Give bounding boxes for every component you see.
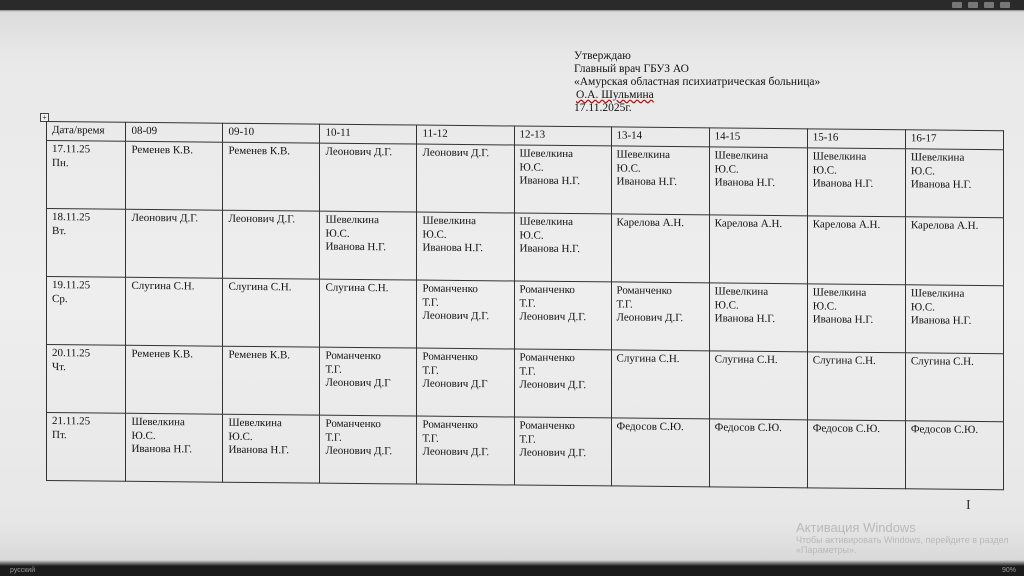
date-cell[interactable] bbox=[47, 141, 126, 210]
schedule-cell[interactable] bbox=[905, 149, 1003, 218]
window-top-bar bbox=[0, 0, 1024, 10]
staff-name: Шевелкина bbox=[714, 285, 769, 298]
zoom-level[interactable]: 90% bbox=[1001, 567, 1016, 574]
staff-name: Т.Г. bbox=[519, 297, 536, 310]
table-row bbox=[47, 209, 1004, 286]
windows-activation-watermark bbox=[796, 520, 1024, 555]
staff-name: Романченко bbox=[519, 351, 575, 365]
date-text: 17.11.25 bbox=[52, 143, 91, 156]
staff-name: Ю.С. bbox=[228, 430, 253, 443]
schedule-cell[interactable] bbox=[223, 278, 320, 347]
staff-name: Шевелкина bbox=[812, 150, 867, 163]
staff-name: Леонович Д.Г. bbox=[616, 311, 684, 325]
staff-name: Шевелкина bbox=[228, 416, 282, 430]
column-header[interactable]: 12-13 bbox=[514, 126, 611, 146]
date-cell[interactable] bbox=[47, 277, 126, 346]
schedule-cell[interactable] bbox=[709, 351, 807, 420]
schedule-cell[interactable] bbox=[223, 414, 320, 483]
staff-name: Иванова Н.Г. bbox=[519, 174, 581, 188]
staff-name: Иванова Н.Г. bbox=[714, 176, 776, 189]
column-header[interactable]: 16-17 bbox=[905, 130, 1003, 150]
staff-name: Шевелкина bbox=[616, 148, 670, 161]
schedule-cell[interactable] bbox=[320, 347, 417, 416]
table-row bbox=[47, 345, 1004, 422]
schedule-cell[interactable] bbox=[611, 418, 709, 487]
staff-name: Ю.С. bbox=[519, 229, 544, 242]
staff-name: Ю.С. bbox=[910, 164, 935, 178]
staff-name: Т.Г. bbox=[422, 296, 439, 309]
staff-name: Шевелкина bbox=[910, 151, 965, 164]
schedule-cell[interactable] bbox=[417, 348, 514, 417]
staff-name: Шевелкина bbox=[812, 286, 867, 299]
approval-header bbox=[574, 50, 820, 115]
schedule-cell[interactable] bbox=[905, 353, 1003, 422]
schedule-cell[interactable] bbox=[611, 282, 709, 351]
schedule-cell[interactable] bbox=[905, 285, 1003, 354]
schedule-cell[interactable] bbox=[514, 417, 611, 486]
staff-name: Шевелкина bbox=[910, 287, 965, 300]
column-header[interactable]: 08-09 bbox=[126, 122, 223, 142]
schedule-cell[interactable] bbox=[807, 284, 905, 353]
staff-name: Леонович Д.Г bbox=[325, 376, 391, 390]
staff-name: Романченко bbox=[422, 418, 478, 432]
control-icon[interactable] bbox=[952, 2, 962, 8]
staff-name: Иванова Н.Г. bbox=[228, 443, 289, 457]
staff-name: Ременев К.В. bbox=[131, 143, 194, 157]
schedule-cell[interactable] bbox=[126, 413, 223, 482]
date-text: 18.11.25 bbox=[52, 211, 91, 224]
staff-name: Леонович Д.Г. bbox=[422, 309, 490, 323]
staff-name: Ременев К.В. bbox=[131, 347, 194, 361]
staff-name: Иванова Н.Г. bbox=[131, 442, 192, 456]
schedule-cell[interactable] bbox=[223, 142, 320, 211]
schedule-cell[interactable] bbox=[611, 146, 709, 215]
approval-line: Утверждаю bbox=[574, 50, 631, 62]
watermark-subtitle: Чтобы активировать Windows, перейдите в раздел «Параметры». bbox=[796, 535, 1009, 555]
schedule-cell[interactable] bbox=[320, 211, 417, 280]
staff-name: Романченко bbox=[616, 284, 672, 298]
staff-name: Шевелкина bbox=[519, 147, 573, 161]
staff-name: Карелова А.Н. bbox=[616, 216, 685, 230]
staff-name: Леонович Д.Г. bbox=[325, 444, 393, 458]
schedule-cell[interactable] bbox=[417, 416, 514, 485]
watermark-title: Активация Windows bbox=[796, 520, 916, 535]
staff-name: Ременев К.В. bbox=[228, 144, 291, 158]
language-indicator[interactable]: русский bbox=[10, 567, 36, 574]
weekday-text: Чт. bbox=[52, 360, 66, 373]
staff-name: Федосов С.Ю. bbox=[910, 423, 979, 436]
staff-name: Ю.С. bbox=[714, 162, 739, 176]
staff-name: Леонович Д.Г. bbox=[131, 211, 199, 225]
schedule-cell[interactable] bbox=[709, 283, 807, 352]
staff-name: Шевелкина bbox=[325, 213, 379, 227]
schedule-cell[interactable] bbox=[514, 213, 611, 282]
schedule-table[interactable] bbox=[46, 121, 1004, 490]
staff-name: Леонович Д.Г. bbox=[325, 145, 393, 159]
staff-name: Шевелкина bbox=[131, 415, 185, 429]
schedule-cell[interactable] bbox=[611, 350, 709, 419]
staff-name: Т.Г. bbox=[519, 433, 536, 446]
signatory-line bbox=[574, 89, 820, 102]
staff-name: Т.Г. bbox=[325, 431, 342, 444]
signatory-name: О.А. Шульмина bbox=[576, 89, 654, 101]
staff-name: Слугина С.Н. bbox=[812, 354, 876, 367]
staff-name: Т.Г. bbox=[422, 364, 439, 377]
table-move-handle-icon[interactable]: + bbox=[40, 113, 49, 122]
staff-name: Слугина С.Н. bbox=[131, 279, 195, 293]
weekday-text: Ср. bbox=[52, 292, 68, 305]
schedule-cell[interactable] bbox=[126, 345, 223, 414]
staff-name: Ю.С. bbox=[422, 228, 447, 241]
staff-name: Леонович Д.Г. bbox=[422, 146, 490, 160]
date-text: 20.11.25 bbox=[52, 347, 91, 360]
schedule-cell[interactable] bbox=[807, 148, 905, 217]
schedule-cell[interactable] bbox=[320, 279, 417, 348]
control-icon[interactable] bbox=[968, 2, 978, 8]
schedule-cell[interactable] bbox=[223, 346, 320, 415]
staff-name: Карелова А.Н. bbox=[714, 217, 783, 231]
staff-name: Слугина С.Н. bbox=[616, 352, 680, 366]
weekday-text: Пн. bbox=[52, 156, 69, 169]
schedule-cell[interactable] bbox=[126, 277, 223, 346]
schedule-cell[interactable] bbox=[807, 420, 905, 489]
staff-name: Слугина С.Н. bbox=[714, 353, 778, 367]
schedule-cell[interactable] bbox=[611, 214, 709, 283]
staff-name: Иванова Н.Г. bbox=[812, 177, 874, 190]
date-text: 19.11.25 bbox=[52, 279, 91, 292]
staff-name: Слугина С.Н. bbox=[910, 355, 974, 368]
staff-name: Иванова Н.Г. bbox=[812, 313, 874, 326]
weekday-text: Вт. bbox=[52, 224, 67, 237]
column-header[interactable]: 10-11 bbox=[320, 124, 417, 144]
window-controls[interactable] bbox=[952, 0, 1010, 10]
table-row bbox=[47, 277, 1004, 354]
position-line: Главный врач ГБУЗ АО bbox=[574, 63, 689, 75]
staff-name: Ременев К.В. bbox=[228, 348, 291, 362]
staff-name: Ю.С. bbox=[325, 227, 350, 240]
staff-name: Шевелкина bbox=[422, 214, 476, 228]
schedule-cell[interactable] bbox=[514, 349, 611, 418]
staff-name: Иванова Н.Г. bbox=[422, 241, 483, 255]
staff-name: Иванова Н.Г. bbox=[910, 314, 972, 327]
schedule-cell[interactable] bbox=[514, 145, 611, 214]
staff-name: Романченко bbox=[422, 282, 478, 296]
approval-date: 17.11.2025г. bbox=[574, 102, 632, 114]
schedule-cell[interactable] bbox=[807, 352, 905, 421]
staff-name: Романченко bbox=[325, 349, 381, 363]
schedule-cell[interactable] bbox=[807, 216, 905, 285]
schedule-cell[interactable] bbox=[709, 419, 807, 488]
staff-name: Т.Г. bbox=[519, 365, 536, 378]
staff-name: Иванова Н.Г. bbox=[519, 242, 581, 256]
staff-name: Леонович Д.Г. bbox=[228, 212, 296, 226]
schedule-cell[interactable] bbox=[320, 143, 417, 212]
staff-name: Романченко bbox=[325, 417, 381, 431]
text-cursor-icon: I bbox=[966, 498, 971, 513]
staff-name: Иванова Н.Г. bbox=[325, 240, 386, 254]
staff-name: Федосов С.Ю. bbox=[616, 420, 684, 434]
control-icon[interactable] bbox=[1000, 2, 1010, 8]
schedule-cell[interactable] bbox=[126, 209, 223, 278]
schedule-cell[interactable] bbox=[905, 217, 1003, 286]
schedule-cell[interactable] bbox=[709, 215, 807, 284]
staff-name: Т.Г. bbox=[325, 363, 342, 376]
staff-name: Романченко bbox=[422, 350, 478, 364]
schedule-cell[interactable] bbox=[223, 210, 320, 279]
status-bar bbox=[0, 566, 1024, 576]
schedule-cell[interactable] bbox=[417, 280, 514, 349]
control-icon[interactable] bbox=[984, 2, 994, 8]
staff-name: Т.Г. bbox=[422, 432, 439, 445]
column-header[interactable]: Дата/время bbox=[47, 122, 126, 142]
table-row bbox=[47, 413, 1004, 490]
column-header[interactable]: 09-10 bbox=[223, 123, 320, 143]
staff-name: Слугина С.Н. bbox=[325, 281, 389, 295]
date-cell[interactable] bbox=[47, 413, 126, 482]
staff-name: Ю.С. bbox=[812, 299, 837, 313]
column-header[interactable]: 15-16 bbox=[807, 129, 905, 149]
date-cell[interactable] bbox=[47, 345, 126, 414]
staff-name: Т.Г. bbox=[616, 297, 633, 311]
date-cell[interactable] bbox=[47, 209, 126, 278]
column-header[interactable]: 14-15 bbox=[709, 128, 807, 148]
staff-name: Федосов С.Ю. bbox=[714, 421, 782, 435]
staff-name: Леонович Д.Г. bbox=[519, 310, 587, 324]
staff-name: Леонович Д.Г. bbox=[519, 378, 587, 392]
staff-name: Шевелкина bbox=[519, 215, 573, 229]
schedule-cell[interactable] bbox=[905, 421, 1003, 490]
weekday-text: Пт. bbox=[52, 428, 67, 441]
staff-name: Леонович Д.Г. bbox=[422, 445, 490, 459]
staff-name: Федосов С.Ю. bbox=[812, 422, 881, 436]
staff-name: Ю.С. bbox=[131, 429, 156, 442]
column-header[interactable]: 13-14 bbox=[611, 127, 709, 147]
staff-name: Слугина С.Н. bbox=[228, 280, 292, 294]
organization-line: «Амурская областная психиатрическая больница» bbox=[574, 76, 821, 88]
schedule-cell[interactable] bbox=[514, 281, 611, 350]
staff-name: Иванова Н.Г. bbox=[910, 178, 972, 191]
staff-name: Ю.С. bbox=[714, 298, 739, 312]
staff-name: Романченко bbox=[519, 283, 575, 297]
staff-name: Ю.С. bbox=[812, 163, 837, 177]
staff-name: Романченко bbox=[519, 419, 575, 433]
staff-name: Карелова А.Н. bbox=[910, 219, 979, 232]
staff-name: Ю.С. bbox=[519, 161, 544, 174]
column-header[interactable]: 11-12 bbox=[417, 125, 514, 145]
staff-name: Иванова Н.Г. bbox=[714, 312, 776, 325]
schedule-cell[interactable] bbox=[417, 144, 514, 213]
staff-name: Леонович Д.Г. bbox=[519, 446, 587, 460]
schedule-cell[interactable] bbox=[320, 415, 417, 484]
date-text: 21.11.25 bbox=[52, 415, 91, 428]
schedule-cell[interactable] bbox=[417, 212, 514, 281]
staff-name: Шевелкина bbox=[714, 149, 769, 162]
staff-name: Леонович Д.Г bbox=[422, 377, 488, 391]
table-row bbox=[47, 141, 1004, 218]
staff-name: Ю.С. bbox=[616, 161, 641, 175]
staff-name: Иванова Н.Г. bbox=[616, 175, 678, 189]
staff-name: Ю.С. bbox=[910, 300, 935, 314]
schedule-cell[interactable] bbox=[709, 147, 807, 216]
staff-name: Карелова А.Н. bbox=[812, 218, 881, 232]
schedule-cell[interactable] bbox=[126, 141, 223, 210]
